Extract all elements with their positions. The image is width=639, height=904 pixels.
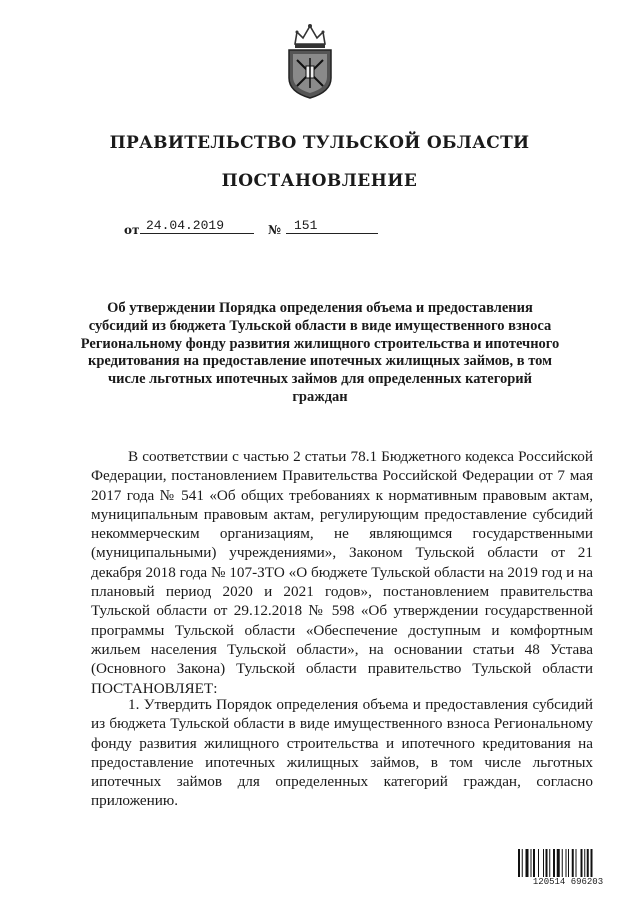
date-label: от [124, 223, 140, 237]
number-underline [286, 233, 378, 234]
document-type: ПОСТАНОВЛЕНИЕ [221, 171, 418, 191]
number-label: № [268, 223, 282, 237]
barcode-number: 120514 696203 [518, 877, 618, 887]
document-number: 151 [294, 218, 318, 233]
preamble-paragraph: В соответствии с частью 2 статьи 78.1 Бюджетного кодекса Российской Федерации, постановлением Правительства Российской Федерации от 7 мая 2017 года № 541 «Об общих требованиях к нормативным правовым актам, муниципальным правовым актам, регулирующим предоставление субсидий некоммерческим организациям, не являющимся государственными (муниципальными) учреждениями», Законом Тульской области от 21 декабря 2018 года № 107-ЗТО «О бюджете Тульской области на 2019 год и на плановый период 2020 и 2021 годов», постановлением правительства Тульской области от 29.12.2018 № 598 «Об утверждении государственной программы Тульской области «Обеспечение доступным и комфортным жильем населения Тульской области», на основании статьи 48 Устава (Основного Закона) Тульской области правительство Тульской области ПОСТАНОВЛЯЕТ: [91, 448, 593, 697]
coat-of-arms-icon [283, 22, 337, 100]
government-name: ПРАВИТЕЛЬСТВО ТУЛЬСКОЙ ОБЛАСТИ [109, 133, 530, 153]
document-title: Об утверждении Порядка определения объема и предоставления субсидий из бюджета Тульской области в виде имущественного взноса Региональному фонду развития жилищного строительства и ипотечного кредитования на предоставление ипотечных жилищных займов, в том числе льготных ипотечных займов для определенных категорий граждан [80, 300, 560, 405]
resolution-item-1: 1. Утвердить Порядок определения объема и предоставления субсидий из бюджета Тульской области в виде имущественного взноса Региональному фонду развития жилищного строительства и ипотечного кредитования на предоставление ипотечных жилищных займов, в том числе льготных ипотечных займов для определенных категорий граждан, согласно приложению. [91, 696, 593, 810]
document-date: 24.04.2019 [146, 218, 225, 233]
date-underline [140, 233, 254, 234]
